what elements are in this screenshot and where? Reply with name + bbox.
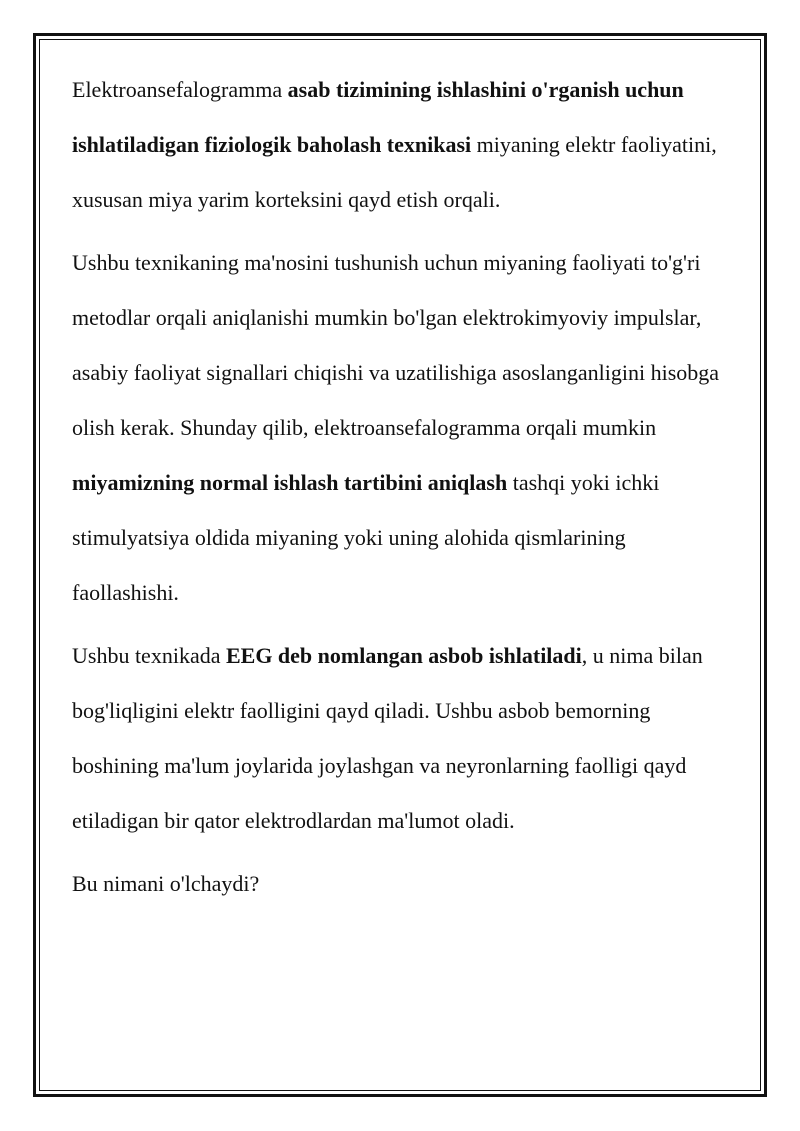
paragraph-4-text: Bu nimani o'lchaydi? [72,871,260,896]
paragraph-3-text-start: Ushbu texnikada [72,643,226,668]
paragraph-3-text-end: , u nima bilan bog'liqligini elektr faolligini qayd qiladi. Ushbu asbob bemorning boshining ma'lum joylarida joylashgan va neyronlarning faolligi qayd etiladigan bir qator elektrodlardan ma'lumot oladi. [72,643,703,833]
paragraph-2 [72,235,732,620]
paragraph-2-bold: miyamizning normal ishlash tartibini aniqlash [72,470,508,495]
paragraph-1-bold: asab tizimining ishlashini o'rganish uchun ishlatiladigan fiziologik baholash texnikasi [72,77,684,157]
paragraph-2-text-start: Ushbu texnikaning ma'nosini tushunish uchun miyaning faoliyati to'g'ri metodlar orqali aniqlanishi mumkin bo'lgan elektrokimyoviy impulslar, asabiy faoliyat signallari chiqishi va uzatilishiga asoslanganligini hisobga olish kerak. Shunday qilib, elektroansefalogramma orqali mumkin [72,250,720,440]
paragraph-1 [72,62,732,227]
paragraph-1-text-end: miyaning elektr faoliyatini, xususan miya yarim korteksini qayd etish orqali. [72,132,717,212]
paragraph-3 [72,628,732,848]
document-body [72,62,732,919]
paragraph-2-text-end: tashqi yoki ichki stimulyatsiya oldida miyaning yoki uning alohida qismlarining faollashishi. [72,470,660,605]
paragraph-4-question [72,856,732,911]
paragraph-1-text-start: Elektroansefalogramma [72,77,288,102]
paragraph-3-bold: EEG deb nomlangan asbob ishlatiladi [225,643,582,668]
